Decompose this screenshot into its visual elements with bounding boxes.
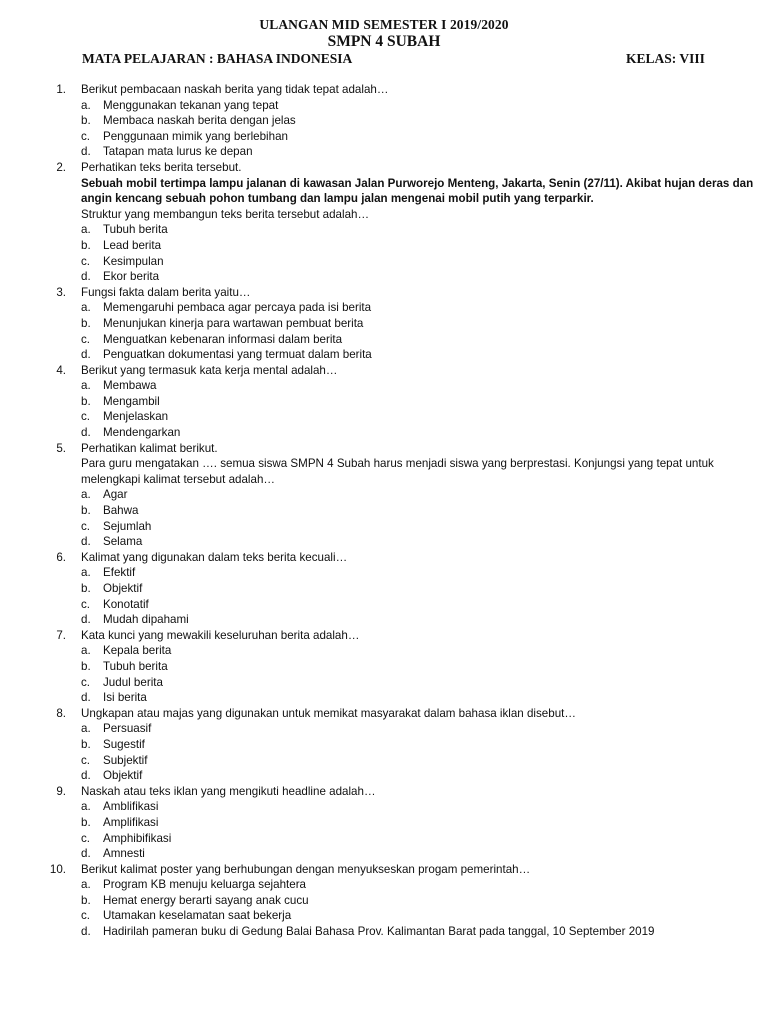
option-letter: c. (81, 410, 91, 424)
answer-option (0, 98, 768, 114)
option-letter: c. (81, 519, 91, 533)
question-item (0, 160, 768, 285)
answer-option (0, 378, 768, 394)
option-text: Penggunaan mimik yang berlebihan (103, 129, 288, 143)
text-line (0, 191, 768, 207)
option-letter: d. (81, 270, 91, 284)
answer-option (0, 659, 768, 675)
option-text: Menjelaskan (103, 410, 169, 424)
option-text: Mendengarkan (103, 426, 181, 440)
option-letter: a. (81, 800, 91, 814)
answer-option (0, 269, 768, 285)
question-stem: Berikut pembacaan naskah berita yang tidak tepat adalah… (81, 83, 389, 96)
answer-option (0, 831, 768, 847)
option-text: Selama (103, 535, 143, 549)
question-stem: Naskah atau teks iklan yang mengikuti headline adalah… (81, 784, 376, 798)
option-letter: b. (81, 316, 91, 330)
option-letter: d. (81, 847, 91, 861)
option-letter: c. (81, 129, 91, 143)
option-letter: a. (81, 98, 91, 112)
option-text: Efektif (103, 566, 136, 580)
text-line (0, 82, 768, 98)
question-stem: Berikut yang termasuk kata kerja mental adalah… (81, 363, 338, 377)
option-letter: b. (81, 394, 91, 408)
question-number: 8. (56, 706, 66, 720)
school-name: SMPN 4 SUBAH (327, 33, 441, 50)
text-line (0, 784, 768, 800)
option-letter: c. (81, 675, 91, 689)
answer-option (0, 690, 768, 706)
text-line (0, 550, 768, 566)
class-label: KELAS: VIII (626, 51, 705, 66)
option-letter: d. (81, 613, 91, 627)
option-text: Amblifikasi (103, 800, 159, 814)
option-text: Isi berita (103, 691, 147, 705)
question-stem: Para guru mengatakan …. semua siswa SMPN 4 Subah harus menjadi siswa yang berprestasi. Konjungsi yang tepat untuk (81, 457, 714, 471)
option-text: Penguatkan dokumentasi yang termuat dalam berita (103, 348, 372, 362)
option-text: Amnesti (103, 847, 145, 861)
option-letter: a. (81, 379, 91, 393)
answer-option (0, 487, 768, 503)
option-text: Persuasif (103, 722, 152, 736)
option-letter: b. (81, 815, 91, 829)
answer-option (0, 332, 768, 348)
text-line (0, 628, 768, 644)
answer-option (0, 394, 768, 410)
option-text: Subjektif (103, 753, 148, 767)
option-letter: d. (81, 426, 91, 440)
option-text: Amphibifikasi (103, 831, 172, 845)
option-text: Tubuh berita (103, 223, 168, 237)
question-stem: melengkapi kalimat tersebut adalah… (81, 472, 275, 486)
option-letter: a. (81, 566, 91, 580)
answer-option (0, 924, 768, 940)
answer-option (0, 643, 768, 659)
option-letter: b. (81, 893, 91, 907)
text-line (0, 862, 768, 878)
text-line (0, 441, 768, 457)
answer-option (0, 565, 768, 581)
option-letter: d. (81, 769, 91, 783)
option-letter: d. (81, 691, 91, 705)
question-item (0, 706, 768, 784)
news-passage: Sebuah mobil tertimpa lampu jalanan di kawasan Jalan Purworejo Menteng, Jakarta, Senin (27/11). Akibat hujan deras dan (81, 176, 754, 190)
option-letter: a. (81, 223, 91, 237)
question-item (0, 82, 768, 160)
option-letter: d. (81, 535, 91, 549)
answer-option (0, 254, 768, 270)
option-text: Mengambil (103, 394, 160, 408)
text-line (0, 456, 768, 472)
question-stem: Struktur yang membangun teks berita tersebut adalah… (81, 207, 370, 221)
option-letter: b. (81, 582, 91, 595)
question-item (0, 441, 768, 550)
option-text: Amplifikasi (103, 815, 159, 829)
question-number: 3. (56, 285, 66, 299)
text-line (0, 285, 768, 301)
question-number: 7. (56, 628, 66, 642)
question-number: 2. (56, 160, 66, 174)
answer-option (0, 347, 768, 363)
answer-option (0, 222, 768, 238)
option-text: Lead berita (103, 238, 162, 252)
text-line (0, 176, 768, 192)
option-letter: a. (81, 644, 91, 658)
question-list (0, 82, 768, 940)
option-text: Sugestif (103, 737, 145, 751)
option-text: Kepala berita (103, 644, 172, 658)
option-letter: a. (81, 722, 91, 736)
answer-option (0, 409, 768, 425)
news-passage: angin kencang sebuah pohon tumbang dan lampu jalan mengenai mobil putih yang terparkir. (81, 192, 594, 206)
question-number: 5. (56, 441, 66, 455)
answer-option (0, 768, 768, 784)
answer-option (0, 316, 768, 332)
answer-option (0, 425, 768, 441)
option-letter: b. (81, 114, 91, 128)
question-stem: Perhatikan teks berita tersebut. (81, 160, 242, 174)
option-text: Objektif (103, 582, 143, 595)
answer-option (0, 581, 768, 597)
option-text: Sejumlah (103, 519, 152, 533)
option-text: Membawa (103, 379, 157, 393)
option-text: Ekor berita (103, 270, 160, 284)
option-text: Menggunakan tekanan yang tepat (103, 98, 279, 112)
answer-option (0, 846, 768, 862)
text-line (0, 363, 768, 379)
answer-option (0, 597, 768, 613)
option-text: Program KB menuju keluarga sejahtera (103, 878, 306, 892)
option-text: Tubuh berita (103, 659, 168, 673)
option-letter: a. (81, 301, 91, 315)
exam-title: ULANGAN MID SEMESTER I 2019/2020 (259, 17, 509, 32)
question-stem: Kalimat yang digunakan dalam teks berita kecuali… (81, 550, 348, 564)
option-letter: d. (81, 348, 91, 362)
option-text: Kesimpulan (103, 254, 164, 268)
question-stem: Ungkapan atau majas yang digunakan untuk memikat masyarakat dalam bahasa iklan disebut… (81, 706, 576, 720)
answer-option (0, 815, 768, 831)
option-text: Membaca naskah berita dengan jelas (103, 114, 296, 128)
option-letter: d. (81, 145, 91, 159)
text-line (0, 160, 768, 176)
question-item (0, 285, 768, 363)
option-letter: d. (81, 925, 91, 939)
option-letter: c. (81, 332, 91, 346)
option-text: Konotatif (103, 597, 149, 611)
text-line (0, 706, 768, 722)
option-letter: c. (81, 753, 91, 767)
question-stem: Fungsi fakta dalam berita yaitu… (81, 285, 251, 299)
option-letter: b. (81, 737, 91, 751)
answer-option (0, 113, 768, 129)
option-text: Menguatkan kebenaran informasi dalam berita (103, 332, 343, 346)
option-text: Hemat energy berarti sayang anak cucu (103, 893, 309, 907)
option-text: Menunjukan kinerja para wartawan pembuat berita (103, 316, 364, 330)
option-text: Bahwa (103, 504, 139, 518)
answer-option (0, 144, 768, 160)
option-text: Hadirilah pameran buku di Gedung Balai Bahasa Prov. Kalimantan Barat pada tanggal, 10 September 2019 (103, 925, 655, 939)
answer-option (0, 908, 768, 924)
answer-option (0, 893, 768, 909)
question-number: 6. (56, 550, 66, 564)
answer-option (0, 877, 768, 893)
question-stem: Berikut kalimat poster yang berhubungan dengan menyukseskan progam pemerintah… (81, 862, 531, 876)
option-letter: c. (81, 831, 91, 845)
question-item (0, 862, 768, 940)
answer-option (0, 753, 768, 769)
answer-option (0, 238, 768, 254)
option-text: Judul berita (103, 675, 163, 689)
option-text: Mudah dipahami (103, 613, 189, 627)
answer-option (0, 534, 768, 550)
answer-option (0, 503, 768, 519)
question-number: 10. (49, 862, 66, 876)
option-letter: a. (81, 878, 91, 892)
answer-option (0, 721, 768, 737)
option-text: Memengaruhi pembaca agar percaya pada isi berita (103, 301, 372, 315)
answer-option (0, 675, 768, 691)
option-letter: b. (81, 238, 91, 252)
option-text: Agar (103, 488, 128, 502)
question-item (0, 550, 768, 628)
question-stem: Perhatikan kalimat berikut. (81, 441, 218, 455)
question-number: 9. (56, 784, 66, 798)
option-letter: b. (81, 504, 91, 518)
option-text: Objektif (103, 769, 143, 783)
answer-option (0, 129, 768, 145)
option-letter: c. (81, 909, 91, 923)
option-letter: a. (81, 488, 91, 502)
question-stem: Kata kunci yang mewakili keseluruhan berita adalah… (81, 628, 360, 642)
question-number: 1. (56, 83, 66, 96)
answer-option (0, 612, 768, 628)
option-text: Tatapan mata lurus ke depan (103, 145, 253, 159)
question-number: 4. (56, 363, 66, 377)
answer-option (0, 519, 768, 535)
option-letter: c. (81, 597, 91, 611)
subject-label: MATA PELAJARAN : BAHASA INDONESIA (82, 51, 353, 66)
text-line (0, 207, 768, 223)
question-item (0, 363, 768, 441)
option-text: Utamakan keselamatan saat bekerja (103, 909, 292, 923)
answer-option (0, 799, 768, 815)
answer-option (0, 300, 768, 316)
option-letter: b. (81, 659, 91, 673)
question-item (0, 784, 768, 862)
option-letter: c. (81, 254, 91, 268)
answer-option (0, 737, 768, 753)
text-line (0, 472, 768, 488)
question-item (0, 628, 768, 706)
